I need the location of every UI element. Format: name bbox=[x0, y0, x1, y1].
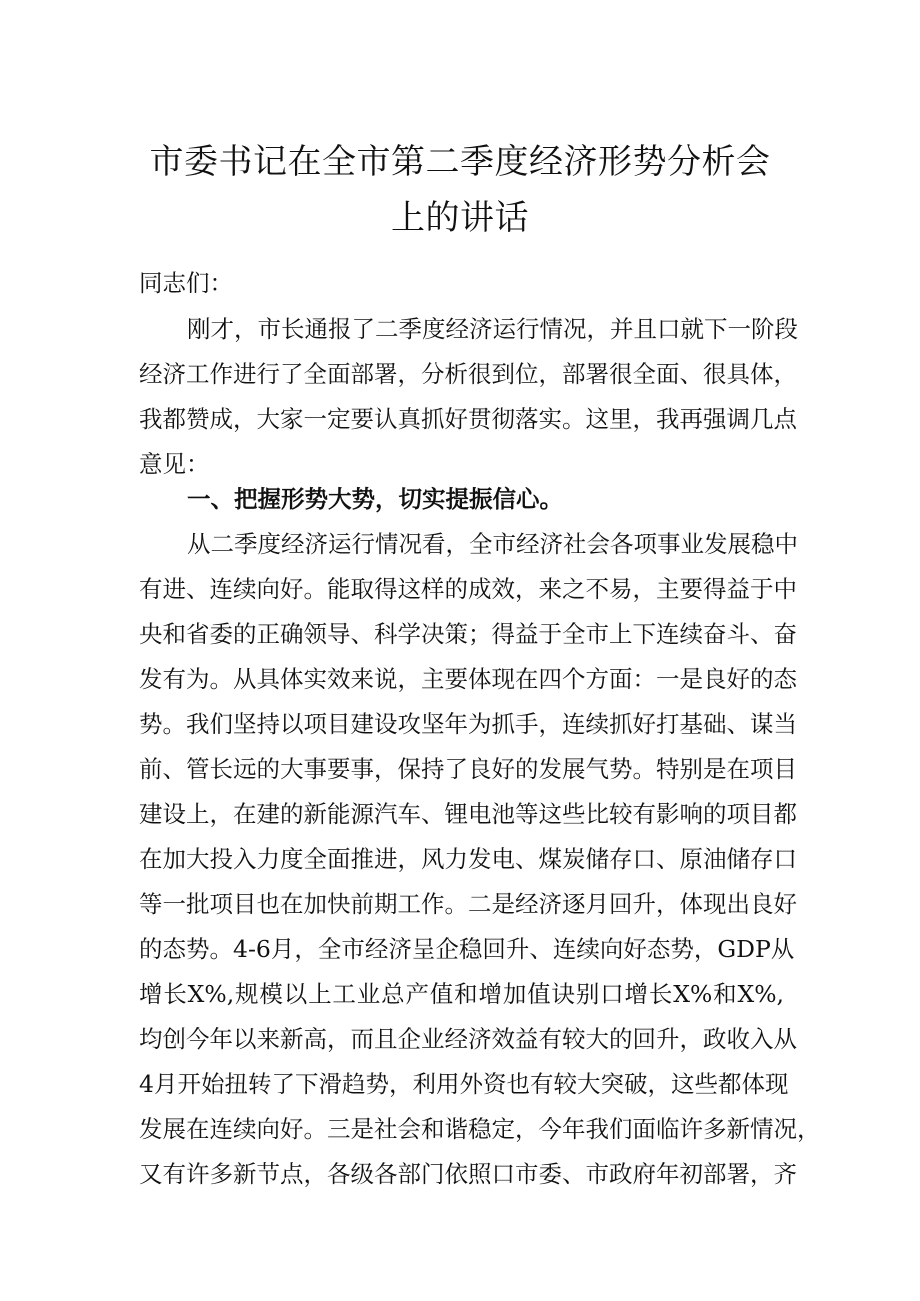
section-1-line: 发展在连续向好。三是社会和谐稳定，今年我们面临许多新情况， bbox=[139, 1115, 821, 1143]
section-1-line: 有进、连续向好。能取得这样的成效，来之不易，主要得益于中 bbox=[139, 575, 797, 603]
intro-line: 刚才，市长通报了二季度经济运行情况，并且口就下一阶段 bbox=[187, 315, 798, 343]
section-1-line: 的态势。4-6月，全市经济呈企稳回升、连续向好态势，GDP从 bbox=[139, 935, 795, 963]
intro-line: 我都赞成，大家一定要认真抓好贯彻落实。这里，我再强调几点 bbox=[139, 405, 797, 433]
intro-line: 经济工作进行了全面部署，分析很到位，部署很全面、很具体， bbox=[139, 360, 797, 388]
section-1-line: 势。我们坚持以项目建设攻坚年为抓手，连续抓好打基础、谋当 bbox=[139, 710, 797, 738]
intro-line: 意见： bbox=[139, 450, 210, 478]
section-1-line: 均创今年以来新高，而且企业经济效益有较大的回升，政收入从 bbox=[139, 1025, 797, 1053]
section-1-line: 4月开始扭转了下滑趋势，利用外资也有较大突破，这些都体现 bbox=[139, 1070, 789, 1098]
section-heading-1: 一、把握形势大势，切实提振信心。 bbox=[187, 485, 563, 513]
section-1-line: 建设上，在建的新能源汽车、锂电池等这些比较有影响的项目都 bbox=[139, 800, 797, 828]
section-1-line: 等一批项目也在加快前期工作。二是经济逐月回升，体现出良好 bbox=[139, 890, 797, 918]
section-1-line: 又有许多新节点，各级各部门依照口市委、市政府年初部署，齐 bbox=[139, 1160, 797, 1188]
document-title-line-2: 上的讲话 bbox=[391, 198, 529, 238]
section-1-line: 前、管长远的大事要事，保持了良好的发展气势。特别是在项目 bbox=[139, 755, 797, 783]
section-1-line: 增长X%,规模以上工业总产值和增加值诀别口增长X%和X%, bbox=[139, 980, 784, 1008]
section-1-line: 发有为。从具体实效来说，主要体现在四个方面：一是良好的态 bbox=[139, 665, 797, 693]
salutation: 同志们： bbox=[139, 269, 233, 297]
section-1-line: 从二季度经济运行情况看，全市经济社会各项事业发展稳中 bbox=[187, 530, 798, 558]
document-title-line-1: 市委书记在全市第二季度经济形势分析会 bbox=[149, 142, 771, 182]
section-1-line: 在加大投入力度全面推进，风力发电、煤炭储存口、原油储存口 bbox=[139, 845, 797, 873]
section-1-line: 央和省委的正确领导、科学决策；得益于全市上下连续奋斗、奋 bbox=[139, 620, 797, 648]
